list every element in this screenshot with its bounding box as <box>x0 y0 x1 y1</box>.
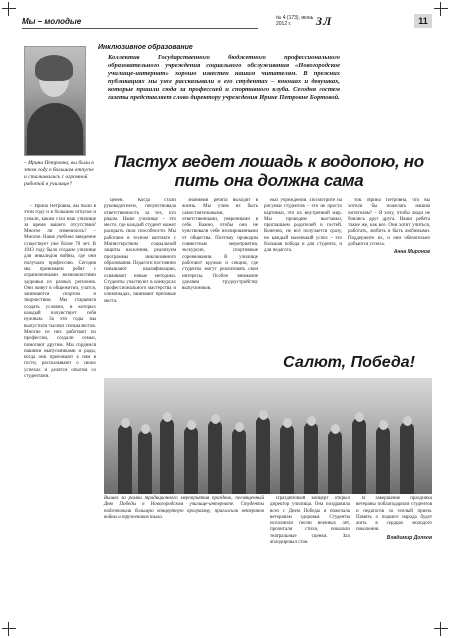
column-text: Праздничный концерт открыл директор училища. Она поздравила всех с Днем Победы и пожелала ветеранам здоровья. Студенты исполнили песни военных лет, прочитали стихи, показали театральные сценки. Зал аплодировал стоя. <box>270 496 350 546</box>
photo-face <box>235 422 244 432</box>
photo-face <box>211 414 220 424</box>
newspaper-page <box>14 14 434 624</box>
photo-person <box>160 418 174 494</box>
article-column-4 <box>264 198 342 352</box>
photo-face <box>163 412 172 422</box>
registration-mark <box>434 622 448 636</box>
newspaper-logo: ЗЛ <box>316 14 333 28</box>
article-column-7 <box>356 496 432 614</box>
article-column-5 <box>348 198 430 352</box>
photo-face <box>283 418 292 428</box>
issue-number: № 4 (173), июнь 2012 г. <box>276 15 314 27</box>
photo-person <box>118 424 132 494</box>
author-signature: Анна Миронов <box>393 249 430 256</box>
column-text: В завершение праздника ветераны поблагодарили студентов и педагогов за теплый прием. Память о подвиге народа будет жить в сердцах молодого поколения. <box>356 496 432 533</box>
director-photo <box>24 46 86 156</box>
registration-mark <box>2 622 16 636</box>
photo-person <box>232 428 246 494</box>
photo-face <box>141 424 150 434</box>
salut-headline: Салют, Победа! <box>283 354 415 371</box>
photo-face <box>259 410 268 420</box>
photo-person <box>256 416 270 494</box>
author-signature: Владимир Долгов <box>386 534 432 541</box>
column-text: – Ирина Петровна, вы были в этом году и в большом отпуске и узнали, каким стал наш училище за время вашего отсутствия? Многое ли изменилось? – Многое. Наше учебное заведение существует уже более 70 лет. В 1943 году было создано училище для инвалидов войны, где они получали профессию. Сегодня мы принимаем ребят с ограниченными возможностями здоровья из разных регионов. Они живут в общежитии, учатся, занимаются спортом и творчеством. Мы стараемся создать условия, в которых каждый почувствует себя нужным. За эти годы мы выпустили тысячи специалистов. Многие из них работают по профессии, создали семьи, помогают другим. Мы гордимся нашими выпускниками и рады, когда они приезжают к нам в гости, рассказывают о своих успехах и делятся опытом со студентами. <box>24 204 96 380</box>
photo-person <box>304 422 318 494</box>
registration-mark <box>434 2 448 16</box>
article-headline: Пастух ведет лошадь к водопою, но пить она должна сама <box>114 152 424 190</box>
page-number: 11 <box>414 14 432 28</box>
article-lead: Коллектив Государственного бюджетного профессионального образовательного учреждения социального обслуживания «Новогородское училище-интернат» хорошо известен нашим читателям. В прежних публикациях мы уже рассказывали о его студентах – юношах и девушках, которые пришли сюда за профессией и спортивного клуба. Сегодня гостем газеты представляет слово директору учреждения Ирине Петровне Бортовой. <box>108 54 340 101</box>
photo-person <box>352 418 366 494</box>
photo-hair <box>35 55 73 81</box>
photo-face <box>355 412 364 422</box>
column-text: тов. Ирина Петровна, что вы хотели бы пожелать нашим читателям? – Я хочу, чтобы люди не боялись друг друга. Наши ребята такие же, как все. Они хотят учиться, работать, любить и быть любимыми. Поддержите их, и они обязательно добьются успеха. <box>348 198 430 248</box>
photo-person <box>376 426 390 494</box>
section-rubric: Мы – молодые <box>22 16 258 29</box>
photo-person <box>208 420 222 494</box>
column-text: ных учреждении. Посмотрите на рисунки студентов – это не просто картинки, это их внутренний мир. Мы проводим выставки, приглашаем родителей и гостей. Конечно, не всё получается сразу, но каждый маленький успех – это большая победа и для студента, и для педагога. <box>264 198 342 254</box>
photo-person <box>280 424 294 494</box>
article-column-6 <box>270 496 350 614</box>
photo-caption: – Ирина Петровна, вы были в этом году в большом отпуске и сталкивались с огромной работой в училище? <box>24 160 94 187</box>
photo-person <box>184 426 198 494</box>
photo-face <box>187 420 196 430</box>
group-photo <box>104 378 432 494</box>
photo-face <box>331 424 340 434</box>
page-header <box>14 14 434 30</box>
photo-face <box>403 416 412 426</box>
column-text: знаниями ребята выходят в жизнь. Мы учим их быть самостоятельными, ответственными, уверенными в себе. Важно, чтобы они не чувствовали себя изолированными от общества. Поэтому проводим совместные мероприятия, экскурсии, спортивные соревнования. В училище работают кружки и секции, где студенты могут реализовать свои интересы. Особое внимание уделяем трудоустройству выпускников. <box>182 198 258 292</box>
photo-person <box>328 430 342 494</box>
photo-face <box>307 416 316 426</box>
column-text: ценен. Когда стали руководителем, почувствовала ответственность за тех, кто рядом. Наше училище – это место, где каждый студент может раскрыть свои способности. Мы работаем в тесном контакте с Министерством социальной защиты населения, реализуем программы инклюзивного образования. Педагоги постоянно повышают квалификацию, осваивают новые методики. Студенты участвуют в конкурсах профессионального мастерства и олимпиадах, занимают призовые места. <box>104 198 176 304</box>
photo-person <box>400 422 414 494</box>
article-column-1 <box>24 204 96 616</box>
article-rubric: Инклюзивное образование <box>98 44 193 51</box>
photo-face <box>379 420 388 430</box>
photo-person <box>138 430 152 494</box>
salut-caption: Вышел за рамки традиционного мероприятия праздник, посвященный Дню Победы в Новогородском училище-интернате. Студенты подготовили большую концертную программу, пригласили ветеранов войны и тружеников тыла. <box>104 496 264 520</box>
photo-face <box>121 418 130 428</box>
photo-figure <box>27 103 83 156</box>
